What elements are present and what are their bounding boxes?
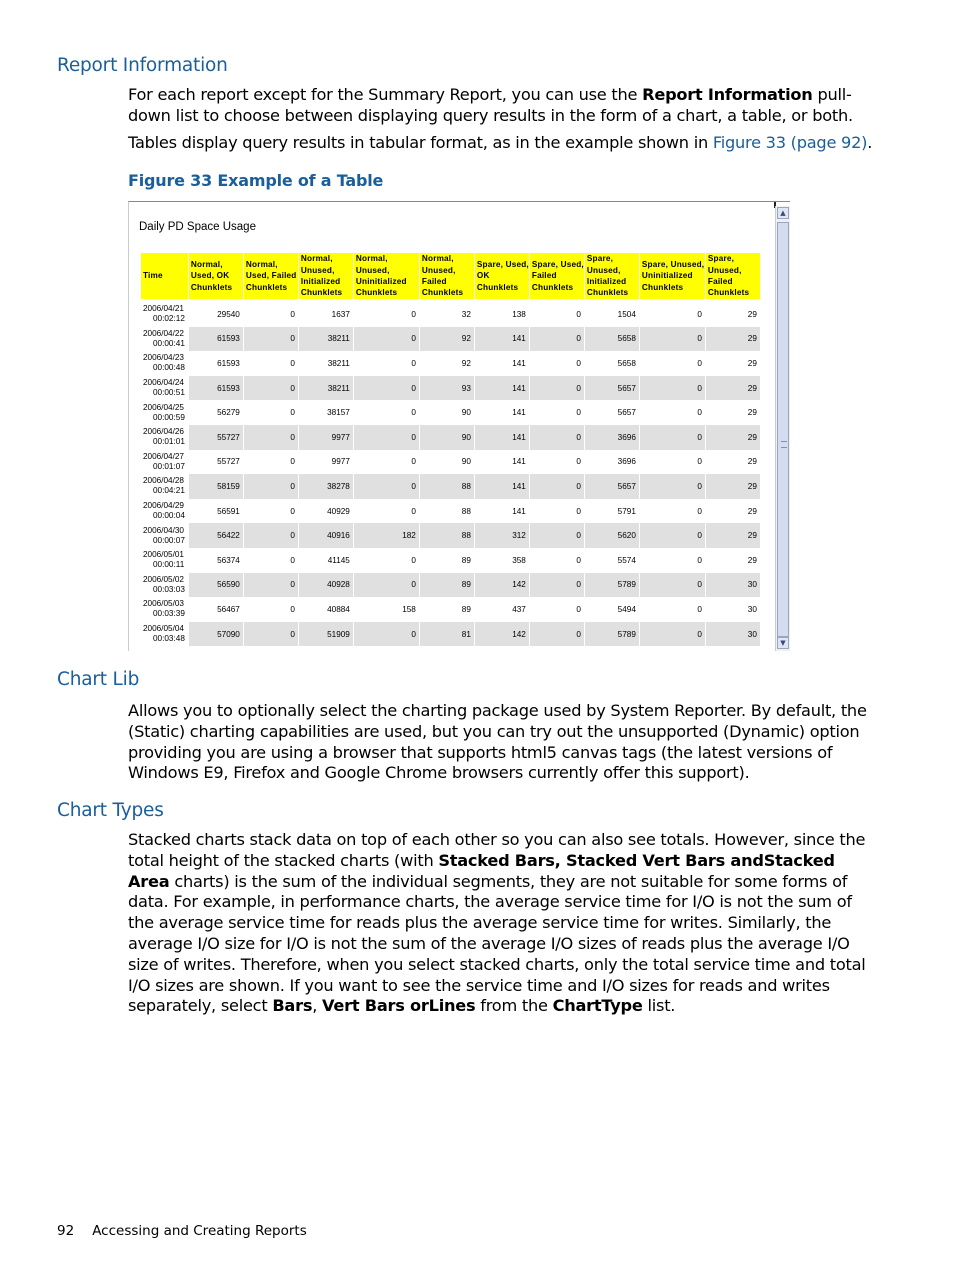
- section-heading-chart-types: Chart Types: [57, 800, 164, 821]
- value-cell: 5658: [585, 327, 639, 352]
- value-cell: 0: [244, 425, 298, 450]
- value-cell: 30: [706, 622, 760, 647]
- value-cell: 0: [354, 622, 419, 647]
- value-cell: 0: [576, 358, 581, 368]
- value-cell: 38211: [327, 358, 350, 368]
- time-cell: [141, 327, 188, 352]
- value-cell: 0: [576, 506, 581, 516]
- value-cell: 92: [420, 327, 474, 352]
- value-cell: 0: [530, 425, 584, 450]
- date-text: 2006/04/22: [143, 328, 184, 338]
- table-row: [141, 622, 760, 647]
- value-cell: 29: [706, 523, 760, 548]
- value-cell: 0: [354, 376, 419, 401]
- value-cell: 38157: [327, 408, 350, 418]
- time-text: 00:03:48: [153, 634, 185, 644]
- value-cell: 0: [697, 358, 702, 368]
- report-table: [140, 253, 761, 646]
- report-information-paragraph-2: [128, 133, 873, 154]
- report-title: Daily PD Space Usage: [139, 221, 256, 233]
- figure-link[interactable]: Figure 33 (page 92): [712, 133, 868, 152]
- value-cell: 61593: [189, 327, 243, 352]
- value-cell: 29: [706, 327, 760, 352]
- value-cell: 30: [706, 573, 760, 598]
- value-cell: 0: [411, 555, 416, 565]
- value-cell: 0: [290, 506, 295, 516]
- value-cell: 5657: [585, 376, 639, 401]
- value-cell: 9977: [331, 457, 350, 467]
- date-text: 2006/05/03: [143, 599, 184, 609]
- value-cell: 0: [244, 523, 298, 548]
- bold-term: ChartType: [552, 996, 643, 1016]
- value-cell: 141: [475, 376, 529, 401]
- time-cell: [141, 302, 188, 327]
- table-row: [141, 376, 760, 401]
- value-cell: 158: [402, 604, 416, 614]
- table-row: [141, 573, 760, 598]
- value-cell: 29: [706, 425, 760, 450]
- time-text: 00:00:07: [153, 535, 185, 545]
- column-header: Normal, Unused, Failed Chunklets: [420, 253, 474, 302]
- value-cell: 0: [290, 604, 295, 614]
- date-text: 2006/05/01: [143, 550, 184, 560]
- date-text: 2006/04/28: [143, 476, 184, 486]
- value-cell: 56467: [217, 604, 240, 614]
- time-cell: [141, 376, 188, 401]
- value-cell: 0: [640, 622, 705, 647]
- value-cell: 92: [461, 358, 471, 368]
- column-header: Spare, Used, Failed Chunklets: [530, 253, 584, 302]
- bold-term: Report Information: [642, 85, 813, 104]
- date-text: 2006/04/21: [143, 304, 184, 314]
- value-cell: 88: [420, 523, 474, 548]
- time-text: 00:01:07: [153, 461, 185, 471]
- report-table-screenshot: [128, 201, 790, 651]
- column-header: Spare, Used, OK Chunklets: [475, 253, 529, 302]
- value-cell: 0: [576, 309, 581, 319]
- section-heading-chart-lib: Chart Lib: [57, 669, 140, 690]
- time-text: 00:00:48: [153, 363, 185, 373]
- time-text: 00:04:21: [153, 486, 185, 496]
- value-cell: 0: [411, 457, 416, 467]
- time-cell: [141, 351, 188, 376]
- scroll-thumb[interactable]: [777, 222, 789, 637]
- value-cell: 29: [706, 474, 760, 499]
- table-row: [141, 499, 760, 524]
- time-text: 00:03:03: [153, 584, 185, 594]
- time-cell: [141, 400, 188, 425]
- date-text: 2006/04/30: [143, 525, 184, 535]
- time-text: 00:02:12: [153, 314, 185, 324]
- value-cell: 0: [530, 474, 584, 499]
- value-cell: 29: [706, 376, 760, 401]
- scroll-up-icon[interactable]: ▲: [777, 207, 789, 219]
- value-cell: 0: [697, 457, 702, 467]
- time-cell: [141, 499, 188, 524]
- value-cell: 0: [640, 474, 705, 499]
- value-cell: 0: [290, 457, 295, 467]
- value-cell: 90: [461, 408, 471, 418]
- table-body: [141, 302, 760, 646]
- time-cell: [141, 622, 188, 647]
- value-cell: 0: [640, 425, 705, 450]
- value-cell: 5658: [617, 358, 636, 368]
- value-cell: 142: [475, 622, 529, 647]
- time-text: 00:00:51: [153, 388, 185, 398]
- value-cell: 1637: [331, 309, 350, 319]
- value-cell: 0: [530, 573, 584, 598]
- value-cell: 0: [244, 376, 298, 401]
- time-cell: [141, 573, 188, 598]
- value-cell: 0: [576, 555, 581, 565]
- value-cell: 61593: [189, 376, 243, 401]
- value-cell: 0: [640, 523, 705, 548]
- time-cell: [141, 548, 188, 573]
- value-cell: 0: [576, 604, 581, 614]
- section-heading-report-information: Report Information: [57, 55, 228, 76]
- value-cell: 88: [420, 474, 474, 499]
- time-cell: [141, 474, 188, 499]
- column-header: Spare, Unused, Uninitialized Chunklets: [640, 253, 705, 302]
- value-cell: 89: [420, 573, 474, 598]
- value-cell: 0: [530, 376, 584, 401]
- value-cell: 141: [512, 457, 526, 467]
- value-cell: 0: [244, 622, 298, 647]
- value-cell: 0: [411, 309, 416, 319]
- value-cell: 141: [475, 327, 529, 352]
- date-text: 2006/04/25: [143, 402, 184, 412]
- value-cell: 29: [747, 309, 757, 319]
- value-cell: 312: [475, 523, 529, 548]
- value-cell: 55727: [189, 425, 243, 450]
- value-cell: 0: [244, 573, 298, 598]
- value-cell: 5789: [585, 573, 639, 598]
- text-run: .: [867, 133, 873, 152]
- value-cell: 29540: [217, 309, 240, 319]
- value-cell: 0: [411, 506, 416, 516]
- value-cell: 0: [576, 457, 581, 467]
- value-cell: 3696: [585, 425, 639, 450]
- value-cell: 56279: [217, 408, 240, 418]
- text-run: Tables display query results in tabular format, as in the example shown in: [128, 133, 713, 152]
- table-row: [141, 474, 760, 499]
- value-cell: 30: [747, 604, 757, 614]
- value-cell: 0: [290, 309, 295, 319]
- bold-term: Vert Bars orLines: [322, 996, 476, 1016]
- value-cell: 141: [512, 506, 526, 516]
- table-row: [141, 400, 760, 425]
- value-cell: 29: [747, 457, 757, 467]
- table-row: [141, 597, 760, 622]
- table-row: [141, 302, 760, 327]
- date-text: 2006/05/04: [143, 624, 184, 634]
- value-cell: 0: [290, 408, 295, 418]
- text-run: from the: [475, 996, 553, 1016]
- value-cell: 29: [747, 555, 757, 565]
- value-cell: 56590: [189, 573, 243, 598]
- page-number: 92: [57, 1223, 75, 1239]
- value-cell: 40884: [327, 604, 350, 614]
- value-cell: 5657: [617, 408, 636, 418]
- date-text: 2006/04/29: [143, 501, 184, 511]
- date-text: 2006/04/26: [143, 427, 184, 437]
- value-cell: 29: [747, 408, 757, 418]
- text-run: list.: [642, 996, 676, 1016]
- value-cell: 141: [512, 358, 526, 368]
- value-cell: 38278: [299, 474, 353, 499]
- value-cell: 38211: [299, 376, 353, 401]
- value-cell: 182: [354, 523, 419, 548]
- value-cell: 5657: [585, 474, 639, 499]
- value-cell: 58159: [189, 474, 243, 499]
- time-text: 00:00:11: [153, 560, 185, 570]
- figure-caption: Figure 33 Example of a Table: [128, 171, 384, 190]
- value-cell: 55727: [217, 457, 240, 467]
- value-cell: 5620: [585, 523, 639, 548]
- column-header: Spare, Unused, Failed Chunklets: [706, 253, 760, 302]
- table-row: [141, 425, 760, 450]
- value-cell: 5574: [617, 555, 636, 565]
- value-cell: 5494: [617, 604, 636, 614]
- date-text: 2006/04/27: [143, 451, 184, 461]
- time-text: 00:01:01: [153, 437, 185, 447]
- bold-term: Bars: [272, 996, 313, 1016]
- report-information-paragraph-1: [128, 85, 873, 127]
- value-cell: 40928: [299, 573, 353, 598]
- value-cell: 81: [420, 622, 474, 647]
- time-text: 00:03:39: [153, 609, 185, 619]
- date-text: 2006/04/23: [143, 353, 184, 363]
- value-cell: 0: [640, 573, 705, 598]
- value-cell: 0: [640, 327, 705, 352]
- bold-term: Stacked Bars, Stacked Vert Bars andStacked Area: [128, 850, 835, 891]
- time-text: 00:00:59: [153, 412, 185, 422]
- value-cell: 141: [475, 474, 529, 499]
- text-run: Stacked charts stack data on top of each other so you can also see totals. However, since the total height of the stacked charts (with: [128, 830, 866, 870]
- value-cell: 38211: [299, 327, 353, 352]
- value-cell: 90: [461, 457, 471, 467]
- column-header: Time: [141, 253, 188, 302]
- value-cell: 0: [697, 506, 702, 516]
- value-cell: 0: [530, 327, 584, 352]
- date-text: 2006/05/02: [143, 574, 184, 584]
- value-cell: 141: [475, 425, 529, 450]
- time-cell: [141, 425, 188, 450]
- column-header: Spare, Unused, Initialized Chunklets: [585, 253, 639, 302]
- value-cell: 29: [747, 506, 757, 516]
- value-cell: 89: [461, 555, 471, 565]
- value-cell: 5789: [585, 622, 639, 647]
- chart-lib-paragraph: Allows you to optionally select the charting package used by System Reporter. By default, the (Static) charting capabilities are used, but you can try out the unsupported (Dynamic) option providing you are using a browser that supports html5 canvas tags (the latest versions of Windows E9, Firefox and Google Chrome browsers currently offer this support).: [128, 701, 867, 783]
- text-run: ,: [312, 996, 323, 1016]
- value-cell: 90: [420, 425, 474, 450]
- value-cell: 41145: [327, 555, 350, 565]
- value-cell: 0: [530, 523, 584, 548]
- value-cell: 88: [461, 506, 471, 516]
- value-cell: 0: [697, 309, 702, 319]
- value-cell: 0: [354, 327, 419, 352]
- value-cell: 0: [697, 604, 702, 614]
- time-text: 00:00:04: [153, 511, 185, 521]
- value-cell: 0: [290, 555, 295, 565]
- scroll-down-icon[interactable]: ▼: [777, 637, 789, 649]
- table-header-row: [141, 253, 760, 302]
- text-run: charts) is the sum of the individual segments, they are not suitable for some forms of data. For example, in performance charts, the average service time for I/O is not the sum of the average service time for reads plus the average service time for writes. Similarly, the average I/O size for I/O is not the sum of the average I/O sizes of reads plus the average I/O size of writes. Therefore, when you select stacked charts, only the total service time and total I/O sizes are shown. If you want to see the service time and I/O sizes for reads and writes separately, select: [128, 871, 866, 1016]
- value-cell: 56422: [189, 523, 243, 548]
- value-cell: 358: [512, 555, 526, 565]
- value-cell: 0: [290, 358, 295, 368]
- value-cell: 0: [697, 408, 702, 418]
- value-cell: 0: [411, 408, 416, 418]
- value-cell: 1504: [617, 309, 636, 319]
- value-cell: 0: [244, 474, 298, 499]
- value-cell: 437: [512, 604, 526, 614]
- text-run: For each report except for the Summary Report, you can use the: [128, 85, 643, 104]
- value-cell: 89: [461, 604, 471, 614]
- text-run: pull-down list to choose between displaying query results in the form of a chart, a table, or both.: [128, 85, 853, 125]
- column-header: Normal, Unused, Initialized Chunklets: [299, 253, 353, 302]
- value-cell: 0: [697, 555, 702, 565]
- value-cell: 40929: [327, 506, 350, 516]
- value-cell: 56374: [217, 555, 240, 565]
- column-header: Normal, Used, Failed Chunklets: [244, 253, 298, 302]
- value-cell: 0: [411, 358, 416, 368]
- value-cell: 0: [354, 474, 419, 499]
- value-cell: 138: [512, 309, 526, 319]
- value-cell: 0: [244, 327, 298, 352]
- footer-title: Accessing and Creating Reports: [92, 1223, 307, 1239]
- value-cell: 5791: [617, 506, 636, 516]
- value-cell: 0: [354, 425, 419, 450]
- chart-types-paragraph: [128, 830, 873, 1017]
- value-cell: 61593: [217, 358, 240, 368]
- time-cell: [141, 597, 188, 622]
- table-row: [141, 327, 760, 352]
- value-cell: 0: [530, 622, 584, 647]
- time-cell: [141, 523, 188, 548]
- time-cell: [141, 450, 188, 475]
- value-cell: 141: [512, 408, 526, 418]
- column-header: Normal, Unused, Uninitialized Chunklets: [354, 253, 419, 302]
- date-text: 2006/04/24: [143, 378, 184, 388]
- value-cell: 56591: [217, 506, 240, 516]
- value-cell: 9977: [299, 425, 353, 450]
- page-footer: [57, 1223, 307, 1239]
- table-row: [141, 523, 760, 548]
- column-header: Normal, Used, OK Chunklets: [189, 253, 243, 302]
- table-row: [141, 548, 760, 573]
- vertical-scrollbar[interactable]: [775, 206, 790, 651]
- value-cell: 32: [461, 309, 471, 319]
- value-cell: 0: [576, 408, 581, 418]
- value-cell: 3696: [617, 457, 636, 467]
- value-cell: 29: [747, 358, 757, 368]
- value-cell: 0: [354, 573, 419, 598]
- grip-icon: [781, 441, 787, 448]
- value-cell: 142: [475, 573, 529, 598]
- value-cell: 0: [640, 376, 705, 401]
- value-cell: 51909: [299, 622, 353, 647]
- time-text: 00:00:41: [153, 338, 185, 348]
- table-row: [141, 450, 760, 475]
- value-cell: 40916: [299, 523, 353, 548]
- value-cell: 93: [420, 376, 474, 401]
- value-cell: 57090: [189, 622, 243, 647]
- table-row: [141, 351, 760, 376]
